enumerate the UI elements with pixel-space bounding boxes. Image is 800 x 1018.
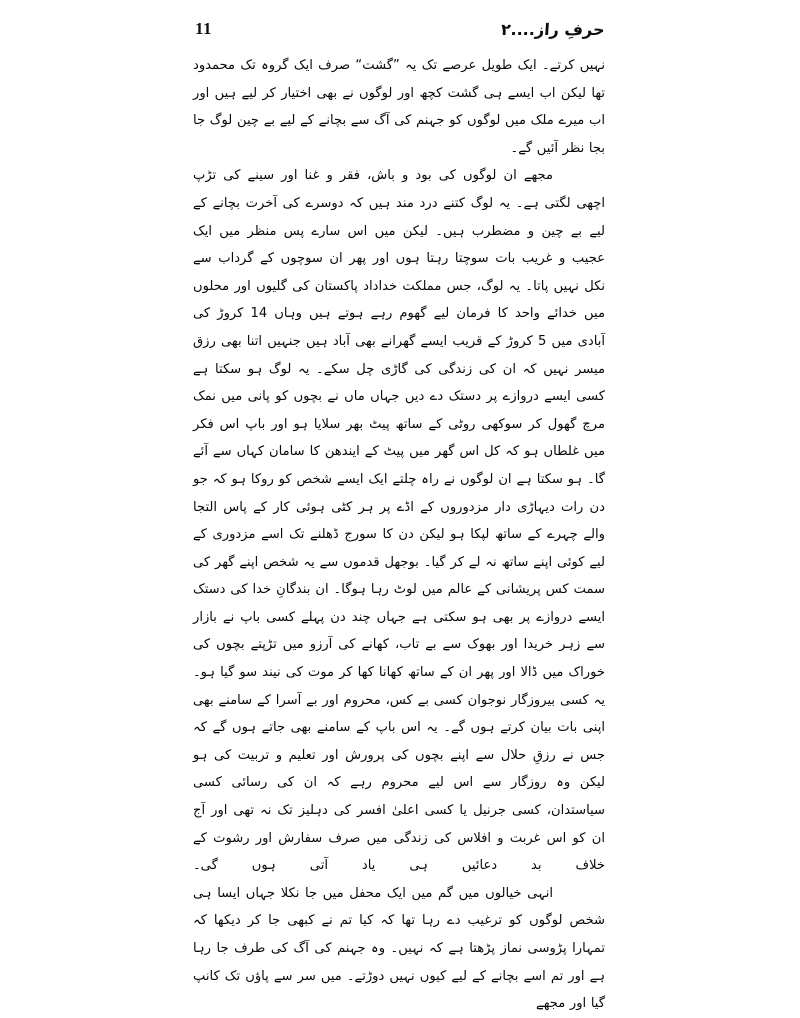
running-head [195,14,605,44]
paragraph-2: مجھے ان لوگوں کی بود و باش، فقر و غنا اور سینے کی تڑپ اچھی لگتی ہے۔ یہ لوگ کتنے درد مند ہیں کہ دوسرے کی آخرت بچانے کے لیے بے چین و مضطرب ہیں۔ لیکن میں اس سارے پس منظر میں ایک عجیب و غریب بات سوچتا رہتا ہوں اور پھر ان سوچوں کے گرداب سے نکل نہیں پاتا۔ یہ لوگ، جس مملکت خداداد پاکستان کی گلیوں اور محلوں میں خدائے واحد کا فرمان لیے گھوم رہے ہوتے ہیں وہاں 14 کروڑ کی آبادی میں 5 کروڑ کے قریب ایسے گھرانے بھی آباد ہیں جنہیں اتنا بھی رزق میسر نہیں کہ ان کی زندگی کی گاڑی چل سکے۔ یہ لوگ ہو سکتا ہے کسی ایسے دروازے پر دستک دے دیں جہاں ماں نے بچوں کو پانی میں نمک مرچ گھول کر سوکھی روٹی کے ساتھ پیٹ بھر سلایا ہو اور باپ اس فکر میں غلطاں ہو کہ کل اس گھر میں پیٹ کے ایندھن کا سامان کہاں سے آئے گا۔ ہو سکتا ہے ان لوگوں نے راہ چلتے ایک ایسے شخص کو روکا ہو کہ جو دن رات دیہاڑی دار مزدوروں کے اڈے پر ہر کٹی ہوئی کار کے پاس التجا والے چہرے کے ساتھ لپکا ہو لیکن دن کا سورج ڈھلنے تک اسے مزدوری کے لیے کوئی اپنے ساتھ نہ لے کر گیا۔ بوجھل قدموں سے یہ شخص اپنے گھر کی سمت کس پریشانی کے عالم میں لوٹ رہا ہوگا۔ ان بندگانِ خدا کی دستک ایسے دروازے پر بھی ہو سکتی ہے جہاں چند دن پہلے کسی باپ نے بازار سے زہر خریدا اور بھوک سے بے تاب، کھانے کی آرزو میں تڑپتے بچوں کی خوراک میں ڈالا اور پھر ان کے ساتھ کھانا کھا کر موت کی نیند سو گیا ہو۔ یہ کسی بیروزگار نوجوان کسی بے کس، محروم اور بے آسرا کے سامنے بھی اپنی بات بیان کرتے ہوں گے۔ یہ اس باپ کے سامنے بھی جاتے ہوں گے کہ جس نے رزقِ حلال سے اپنے بچوں کی پرورش اور تعلیم و تربیت کی ہو لیکن وہ روزگار سے اس لیے محروم رہے کہ ان کی رسائی کسی سیاستدان، کسی جرنیل یا کسی اعلیٰ افسر کی دہلیز تک نہ تھی اور آج ان کو اس غربت و افلاس کی زندگی میں صرف سفارش اور رشوت کے خلاف بد دعائیں ہی یاد آتی ہوں گی۔ [193,168,606,874]
body-text-block [193,52,605,1018]
page-number: 11 [195,19,213,38]
book-title-header: حرفِ راز....۲ [500,19,606,39]
paragraph-3: انہی خیالوں میں گم میں ایک محفل میں جا نکلا جہاں ایسا ہی شخص لوگوں کو ترغیب دے رہا تھا کہ کیا تم نے کبھی جا کر دیکھا کہ تمہارا پڑوسی نماز پڑھتا ہے کہ نہیں۔ وہ جہنم کی آگ کی طرف جا رہا ہے اور تم اسے بچانے کے لیے کیوں نہیں دوڑتے۔ میں سر سے پاؤں تک کانپ گیا اور مجھے [193,885,605,1012]
paragraph-1: نہیں کرتے۔ ایک طویل عرصے تک یہ ”گشت“ صرف ایک گروہ تک محمدود تھا لیکن اب ایسے ہی گشت کچھ اور لوگوں نے بھی اختیار کر لیے ہیں اور اب میرے ملک میں لوگوں کو جہنم کی آگ سے بچانے کے لیے بے چین لوگ جا بجا نظر آئیں گے۔ [193,58,605,156]
